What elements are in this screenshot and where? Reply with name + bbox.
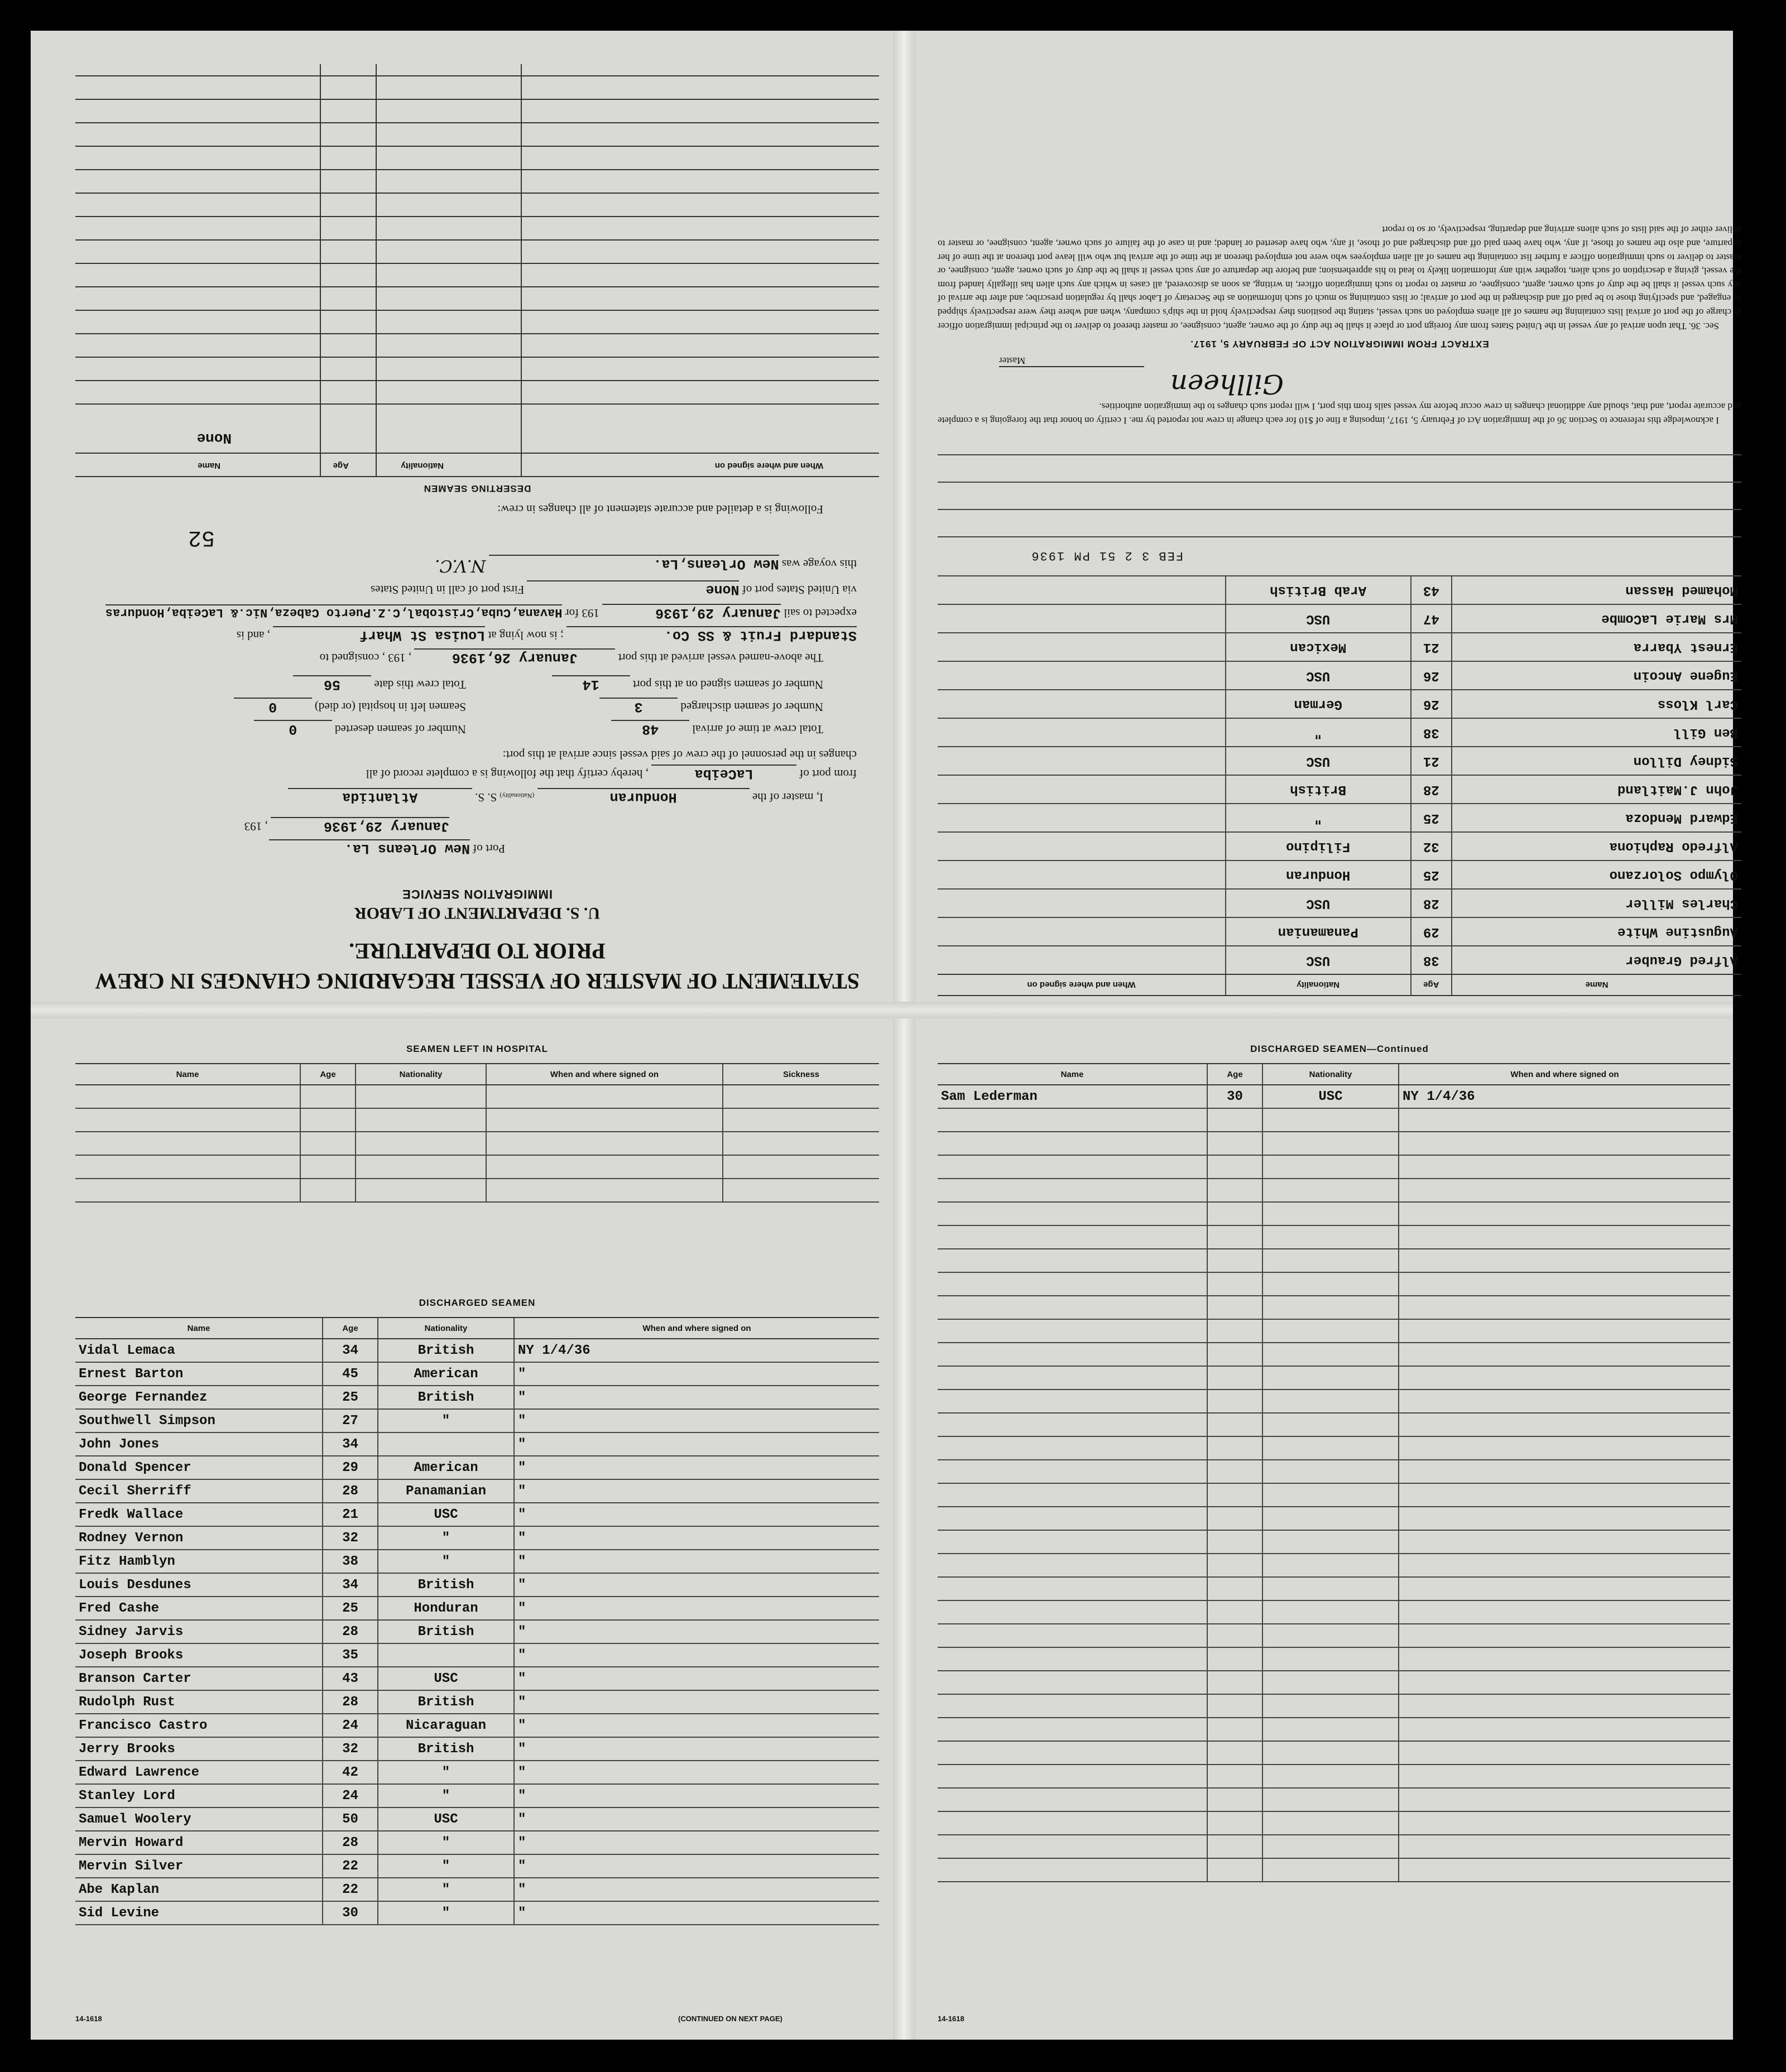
voyage-port: New Orleans,La. [489, 555, 779, 572]
seaman-nationality: " [378, 1901, 514, 1925]
table-row [938, 1741, 1730, 1765]
table-row [75, 1831, 879, 1854]
seaman-age: 22 [323, 1854, 378, 1878]
seaman-age: 21 [1411, 633, 1452, 661]
seaman-nationality: USC [378, 1807, 514, 1831]
seaman-age: 34 [323, 1573, 378, 1597]
seaman-age: 25 [1411, 804, 1452, 832]
footer-code-left: 14-1618 [75, 2015, 102, 2023]
statement-title-line1: STATEMENT OF MASTER OF VESSEL REGARDING CHANGES IN CREW [95, 969, 860, 994]
from-port-line: from port of LaCeiba , hereby certify that the following is a complete record of all [366, 766, 857, 782]
seaman-name: Louis Desdunes [75, 1573, 323, 1597]
signed-on-header-row: Name Age Nationality When and where signed on [938, 974, 1741, 996]
seaman-nationality: " [1226, 718, 1411, 747]
table-row [75, 1573, 879, 1597]
table-row [75, 1550, 879, 1573]
hospital-row [75, 1155, 879, 1179]
seaman-nationality: British [378, 1690, 514, 1714]
seaman-name: Ernest Barton [75, 1362, 323, 1386]
ship-name: Atlantida [288, 788, 472, 805]
table-row [938, 633, 1741, 661]
signed-on-table [938, 575, 1741, 996]
table-row [938, 1155, 1730, 1179]
signed-on-when-where: " [514, 1761, 879, 1784]
master-signature: Gillheen [1170, 368, 1284, 400]
seaman-age: 21 [1411, 747, 1452, 775]
hospital-row [75, 1108, 879, 1132]
seaman-age: 32 [1411, 832, 1452, 860]
seaman-name: Ben Gill [1452, 718, 1741, 747]
deserting-header-row: Name Age Nationality When and where signed on [75, 453, 879, 477]
table-row [75, 1714, 879, 1737]
seaman-name: Jerry Brooks [75, 1737, 323, 1761]
seaman-name: Augustine White [1452, 917, 1741, 946]
seaman-name: Fredk Wallace [75, 1503, 323, 1526]
table-row [938, 1319, 1730, 1343]
seaman-age: 28 [323, 1479, 378, 1503]
seaman-nationality [378, 1432, 514, 1456]
discharged-header-row: Name Age Nationality When and where signed on [75, 1318, 879, 1339]
seaman-nationality: USC [1226, 747, 1411, 775]
table-row [938, 832, 1741, 860]
consignee: Standard Fruit & SS Co. [566, 626, 857, 643]
table-row [938, 1390, 1730, 1413]
seaman-nationality: British [378, 1339, 514, 1362]
seaman-nationality: USC [1226, 889, 1411, 917]
table-row [75, 1456, 879, 1479]
discharged-heading: DISCHARGED SEAMEN [419, 1297, 536, 1308]
signed-on-when-where: " [514, 1784, 879, 1807]
master-label: Master [999, 355, 1144, 367]
seaman-age: 42 [323, 1761, 378, 1784]
seaman-name: Eugene Ancoin [1452, 661, 1741, 690]
table-row [75, 1878, 879, 1901]
via-port: None [527, 580, 739, 598]
table-row [75, 1901, 879, 1925]
table-row [938, 1108, 1730, 1132]
seaman-nationality: Filipino [1226, 832, 1411, 860]
table-row [938, 860, 1741, 889]
department-name: U. S. DEPARTMENT OF LABOR [354, 904, 601, 922]
deserted-count: Number of seamen deserted 0 [254, 720, 466, 737]
table-row [938, 1343, 1730, 1366]
table-row [75, 1409, 879, 1432]
port-value: New Orleans La. [269, 839, 470, 857]
seaman-nationality: " [378, 1409, 514, 1432]
seaman-age: 38 [323, 1550, 378, 1573]
seaman-name: Donald Spencer [75, 1456, 323, 1479]
seaman-age: 50 [323, 1807, 378, 1831]
seaman-nationality: USC [1262, 1085, 1399, 1108]
hospital-row [75, 1179, 879, 1202]
signed-on-when-where: " [514, 1573, 879, 1597]
seaman-name: Joseph Brooks [75, 1643, 323, 1667]
seaman-nationality: " [378, 1526, 514, 1550]
statement-date: January 29,1936 [271, 817, 449, 834]
seaman-name: Rodney Vernon [75, 1526, 323, 1550]
discharged-count: Number of seamen discharged 3 [599, 698, 823, 715]
signed-on-when-where: " [514, 1479, 879, 1503]
seaman-age: 28 [1411, 889, 1452, 917]
table-row [938, 747, 1741, 775]
table-row [938, 1600, 1730, 1624]
signed-on-when-where: " [514, 1526, 879, 1550]
continued-note: (CONTINUED ON NEXT PAGE) [678, 2015, 782, 2023]
total-crew-date: Total crew this date 56 [293, 675, 466, 693]
table-row [938, 1202, 1730, 1225]
seaman-nationality: American [378, 1362, 514, 1386]
changes-text: changes in the personnel of the crew of said vessel since arrival at this port: [502, 748, 857, 762]
signed-on-when-where: NY 1/4/36 [1399, 1085, 1730, 1108]
signed-on-when-where: " [514, 1690, 879, 1714]
signed-on-panel [924, 59, 1755, 1030]
seaman-name: Edward Mendoza [1452, 804, 1741, 832]
table-row [75, 1526, 879, 1550]
table-row [75, 1854, 879, 1878]
seaman-name: Mohamed Hassan [1452, 576, 1741, 604]
table-row [938, 604, 1741, 633]
seaman-age: 34 [323, 1339, 378, 1362]
discharged-continued-panel [924, 1035, 1755, 2040]
seaman-name: Alfredo Raphiona [1452, 832, 1741, 860]
ship-nationality: Honduran [537, 788, 750, 805]
seaman-nationality: Honduran [1226, 860, 1411, 889]
seaman-name: John J.Maitland [1452, 775, 1741, 804]
signed-on-when-where: " [514, 1432, 879, 1456]
table-row [938, 1624, 1730, 1647]
table-row [75, 1667, 879, 1690]
vertical-fold [893, 31, 915, 2040]
signed-on-when-where: " [514, 1362, 879, 1386]
table-row [938, 917, 1741, 946]
table-row [938, 775, 1741, 804]
deserting-blank-lines [75, 64, 879, 427]
seaman-name: Samuel Woolery [75, 1807, 323, 1831]
seaman-nationality: " [378, 1550, 514, 1573]
table-row [938, 718, 1741, 747]
hospital-row [75, 1132, 879, 1155]
signed-on-when-where: " [514, 1550, 879, 1573]
table-row [938, 1413, 1730, 1436]
date-line: January 29,1936 , 193 [244, 818, 449, 834]
seaman-nationality: " [378, 1854, 514, 1878]
hospital-heading: SEAMEN LEFT IN HOSPITAL [406, 1044, 549, 1054]
via-line: via United States port of None First port of call in United States [370, 581, 857, 598]
expected-date: January 29,1936 [602, 604, 781, 621]
signed-on-blank-lines [938, 441, 1741, 564]
extract-title: EXTRACT FROM IMMIGRATION ACT OF FEBRUARY 5, 1917. [1190, 338, 1489, 349]
acknowledgement [938, 223, 1741, 427]
seaman-name: George Fernandez [75, 1386, 323, 1409]
seaman-age: 27 [323, 1409, 378, 1432]
seaman-age: 29 [323, 1456, 378, 1479]
arrival-line: The above-named vessel arrived at this port January 26,1936 , 193 , consigned to [319, 650, 823, 666]
discharged-continued-header-row: Name Age Nationality When and where signed on [938, 1064, 1730, 1085]
table-row [938, 1694, 1730, 1718]
discharged-table [75, 1317, 879, 1925]
table-row [75, 1784, 879, 1807]
seaman-age: 34 [323, 1432, 378, 1456]
voyage-initials: N.V.C. [435, 556, 486, 575]
seaman-name: Mervin Silver [75, 1854, 323, 1878]
table-row [75, 1362, 879, 1386]
signed-on-when-where: " [514, 1854, 879, 1878]
seaman-age: 25 [323, 1597, 378, 1620]
table-row [75, 1807, 879, 1831]
seaman-age: 43 [323, 1667, 378, 1690]
seaman-nationality: " [378, 1831, 514, 1854]
deserting-heading: DESERTING SEAMEN [423, 483, 531, 494]
seaman-name: Branson Carter [75, 1667, 323, 1690]
table-row [938, 889, 1741, 917]
table-row [938, 1858, 1730, 1882]
seaman-age: 30 [1207, 1085, 1262, 1108]
seaman-nationality: " [1226, 804, 1411, 832]
statement-panel [64, 59, 890, 1030]
discharged-continued-heading: DISCHARGED SEAMEN—Continued [1250, 1044, 1429, 1054]
seaman-name: Sam Lederman [938, 1085, 1207, 1108]
signed-on-when-where: " [514, 1807, 879, 1831]
port-line: Port of New Orleans La. [269, 839, 505, 857]
seaman-nationality [378, 1643, 514, 1667]
seaman-nationality: " [378, 1784, 514, 1807]
seaman-age: 29 [1411, 917, 1452, 946]
seaman-name: Ernest Ybarra [1452, 633, 1741, 661]
seaman-age: 45 [323, 1362, 378, 1386]
seaman-name: Sidney Jarvis [75, 1620, 323, 1643]
table-row [938, 1788, 1730, 1811]
seaman-nationality: USC [1226, 661, 1411, 690]
seaman-nationality: USC [378, 1667, 514, 1690]
seaman-name: Mervin Howard [75, 1831, 323, 1854]
seaman-name: Vidal Lemaca [75, 1339, 323, 1362]
signed-on-when-where: " [514, 1737, 879, 1761]
seaman-name: Charles Miller [1452, 889, 1741, 917]
seaman-age: 38 [1411, 946, 1452, 974]
signed-on-when-where: " [514, 1409, 879, 1432]
seaman-nationality: " [378, 1878, 514, 1901]
total-crew-arrival: Total crew at time of arrival 48 [611, 720, 823, 737]
seaman-age: 24 [323, 1714, 378, 1737]
seaman-nationality: German [1226, 690, 1411, 718]
signed-on-when-where: " [514, 1901, 879, 1925]
seaman-age: 28 [1411, 775, 1452, 804]
signed-on-when-where: " [514, 1456, 879, 1479]
table-row [938, 1835, 1730, 1858]
table-row [938, 1554, 1730, 1577]
document-sheet [31, 31, 1741, 2040]
table-row [938, 1296, 1730, 1319]
seaman-age: 30 [323, 1901, 378, 1925]
seaman-age: 24 [323, 1784, 378, 1807]
seaman-nationality: Honduran [378, 1597, 514, 1620]
wharf: Louisa St Wharf [273, 626, 485, 643]
seaman-name: Sidney Dillon [1452, 747, 1741, 775]
seaman-name: Abe Kaplan [75, 1878, 323, 1901]
seaman-name: Southwell Simpson [75, 1409, 323, 1432]
table-row [938, 1179, 1730, 1202]
hospital-count: Seamen left in hospital (or died) 0 [234, 698, 466, 715]
statement-title-line2: PRIOR TO DEPARTURE. [349, 939, 606, 964]
seaman-age: 43 [1411, 576, 1452, 604]
signed-on-when-where: " [514, 1831, 879, 1854]
signed-on-when-where: " [514, 1386, 879, 1409]
seaman-nationality: British [378, 1620, 514, 1643]
table-row [938, 1530, 1730, 1554]
following-text: Following is a detailed and accurate statement of all changes in crew: [497, 503, 823, 516]
signed-on-when-where: " [514, 1878, 879, 1901]
statement-form [64, 410, 890, 857]
seaman-nationality: British [378, 1737, 514, 1761]
table-row [75, 1761, 879, 1784]
seaman-name: Edward Lawrence [75, 1761, 323, 1784]
table-row [75, 1479, 879, 1503]
seaman-nationality: British [378, 1573, 514, 1597]
seaman-nationality: Mexican [1226, 633, 1411, 661]
table-row [938, 576, 1741, 604]
table-row [938, 1507, 1730, 1530]
signed-on-when-where: NY 1/4/36 [514, 1339, 879, 1362]
master-line: I, master of the Honduran (Nationality) S. S. Atlantida [288, 788, 823, 805]
table-row [938, 1132, 1730, 1155]
seaman-name: Cecil Sherriff [75, 1479, 323, 1503]
signed-on-count: Number of seamen signed on at this port 14 [552, 675, 823, 693]
seaman-nationality: Panamanian [378, 1479, 514, 1503]
table-row [938, 690, 1741, 718]
table-row [75, 1643, 879, 1667]
table-row [938, 1366, 1730, 1390]
table-row [938, 1085, 1730, 1108]
seaman-name: Sid Levine [75, 1901, 323, 1925]
consignee-line: Standard Fruit & SS Co. ; is now lying at Louisa St Wharf , and is [236, 627, 857, 643]
table-row [938, 1460, 1730, 1483]
voyage-line: this voyage was New Orleans,La. N.V.C. [435, 556, 857, 575]
seaman-age: 26 [1411, 690, 1452, 718]
deserting-none: None [196, 430, 232, 446]
table-row [75, 1432, 879, 1456]
table-row [75, 1503, 879, 1526]
deserting-table [75, 64, 879, 477]
seaman-name: John Jones [75, 1432, 323, 1456]
seaman-name: Olympo Solorzano [1452, 860, 1741, 889]
seaman-age: 28 [323, 1620, 378, 1643]
table-row [938, 1718, 1730, 1741]
table-row [938, 1577, 1730, 1600]
from-port: LaCeiba [651, 765, 796, 782]
seaman-nationality: Panamanian [1226, 917, 1411, 946]
table-row [75, 1386, 879, 1409]
seaman-name: Rudolph Rust [75, 1690, 323, 1714]
signed-on-when-where: " [514, 1643, 879, 1667]
table-row [938, 1811, 1730, 1835]
seaman-age: 25 [323, 1386, 378, 1409]
seaman-nationality: USC [1226, 946, 1411, 974]
seaman-nationality: USC [378, 1503, 514, 1526]
seaman-nationality: American [378, 1456, 514, 1479]
seaman-nationality: British [1226, 775, 1411, 804]
seaman-age: 35 [323, 1643, 378, 1667]
seaman-name: Alfred Grauber [1452, 946, 1741, 974]
seaman-age: 21 [323, 1503, 378, 1526]
table-row [938, 1225, 1730, 1249]
signed-on-when-where: " [514, 1620, 879, 1643]
hospital-row [75, 1085, 879, 1108]
seaman-nationality: Arab British [1226, 576, 1411, 604]
signed-on-when-where: " [514, 1597, 879, 1620]
acknowledgement-text: I acknowledge this reference to Section 36 of the Immigration Act of February 5, 1917, imposing a fine of $10 for each change in crew not reported by me. I certify on honor that the foregoing is a complete and accurate report, and that, should any additional changes in crew occur before my vessel sails from this port, I will report such changes to the immigration authorities. [938, 401, 1741, 426]
table-row [938, 1272, 1730, 1296]
extract-text: Sec. 36. That upon arrival of any vessel in the United States from any foreign port or place it shall be the duty of the owner, agent, consignee, or master thereof to deliver to the principal immigration officer in charge of the port of arrival lists containing the names of all aliens employed on such vessel, stating the positions they respectively hold in the ship's company, when and where they were respectively shipped or engaged, and specifying those to be paid off and discharged in the port of arrival; or lists containing so much of such information as the Secretary of Labor shall by regulation prescribe; and after the arrival of any such vessel it shall be the duty of such owner, agent, consignee, or master to report to such immigration officer, in writing, as soon as discovered, all cases in which any such alien has illegally landed from the vessel, giving a description of such alien, together with any information likely to lead to his apprehension; and before the departure of any such vessel it shall be the duty of such owner, agent, consignee, or master to deliver to such immigration officer a further list containing the names of all alien employees who were not employed thereon at the time of the arrival but who will leave port thereon at the time of her departure, and also the names of those, if any, who have been paid off and discharged and of those, if any, who have deserted or landed; and in case of the failure of such owner, agent, consignee, or master to deliver either of the said lists of such aliens arriving and departing, respectively, or so to report [938, 224, 1741, 331]
seaman-age: 32 [323, 1526, 378, 1550]
seaman-age: 25 [1411, 860, 1452, 889]
table-row [938, 946, 1741, 974]
table-row [938, 661, 1741, 690]
arrival-date: January 26,1936 [414, 648, 615, 666]
table-row [75, 1690, 879, 1714]
footer-code-right: 14-1618 [938, 2015, 964, 2023]
table-row [75, 1620, 879, 1643]
table-row [938, 804, 1741, 832]
discharged-continued-table [938, 1063, 1730, 1882]
seaman-age: 32 [323, 1737, 378, 1761]
table-row [938, 1483, 1730, 1507]
signed-on-when-where: " [514, 1667, 879, 1690]
seaman-age: 47 [1411, 604, 1452, 633]
seaman-nationality: " [378, 1761, 514, 1784]
table-row [75, 1339, 879, 1362]
table-row [938, 1671, 1730, 1694]
hospital-header-row: Name Age Nationality When and where signed on Sickness [75, 1064, 879, 1085]
service-name: IMMIGRATION SERVICE [402, 887, 553, 901]
signed-on-when-where: " [514, 1503, 879, 1526]
expected-line: expected to sail January 29,1936 193 for Havana,Cuba,Cristobal,C.Z.Puerto Cabeza,Nic.& LaCeiba,Honduras [105, 605, 857, 621]
table-row [938, 1765, 1730, 1788]
seaman-name: Fred Cashe [75, 1597, 323, 1620]
hospital-table [75, 1063, 879, 1203]
table-row [938, 1647, 1730, 1671]
seaman-name: Carl Kloss [1452, 690, 1741, 718]
table-row [938, 1436, 1730, 1460]
seaman-age: 22 [323, 1878, 378, 1901]
seaman-age: 38 [1411, 718, 1452, 747]
seaman-name: Mrs Marie LaCombe [1452, 604, 1741, 633]
table-row [938, 1249, 1730, 1272]
seaman-age: 26 [1411, 661, 1452, 690]
seaman-name: Francisco Castro [75, 1714, 323, 1737]
horizontal-fold [31, 1002, 1733, 1018]
seaman-nationality: USC [1226, 604, 1411, 633]
table-row [75, 1597, 879, 1620]
destination: Havana,Cuba,Cristobal,C.Z.Puerto Cabeza,Nic.& LaCeiba,Honduras [105, 605, 563, 619]
statement-header [64, 887, 890, 996]
seaman-age: 28 [323, 1831, 378, 1854]
seaman-name: Fitz Hamblyn [75, 1550, 323, 1573]
seaman-nationality: Nicaraguan [378, 1714, 514, 1737]
seaman-age: 28 [323, 1690, 378, 1714]
received-stamp: FEB 3 2 51 PM 1936 [1030, 549, 1183, 563]
seaman-name: Stanley Lord [75, 1784, 323, 1807]
margin-number: 52 [188, 525, 215, 550]
table-row [75, 1737, 879, 1761]
seaman-nationality: British [378, 1386, 514, 1409]
signed-on-when-where: " [514, 1714, 879, 1737]
discharged-panel [64, 1035, 890, 2040]
